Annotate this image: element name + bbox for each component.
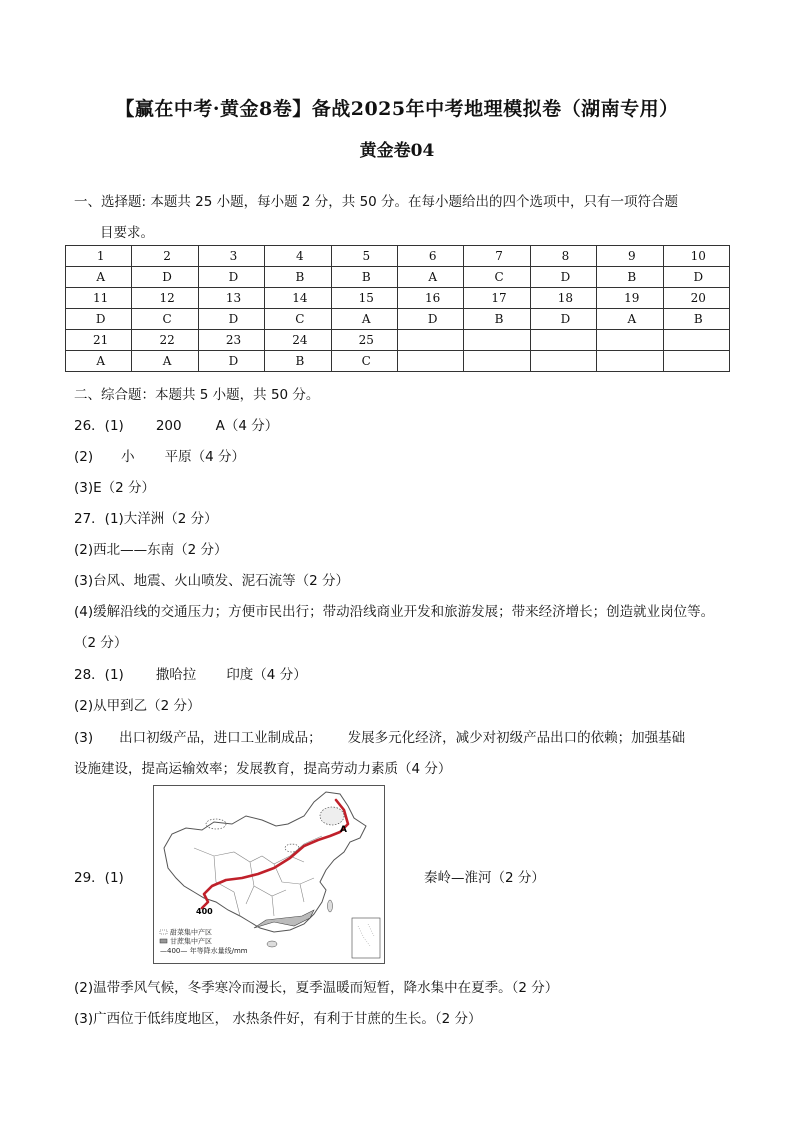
- table-cell: [663, 351, 729, 372]
- q27-part2: (2)西北——东南（2 分）: [74, 542, 228, 558]
- table-row: [66, 246, 730, 267]
- q26-part3: (3)E（2 分）: [74, 480, 156, 496]
- legend-isohyet: —400— 年等降水量线/mm: [160, 947, 248, 955]
- table-cell: D: [198, 309, 264, 330]
- table-cell: 2: [132, 246, 198, 267]
- table-cell: 3: [198, 246, 264, 267]
- table-cell: A: [397, 267, 463, 288]
- table-cell: C: [331, 351, 397, 372]
- table-cell: [597, 351, 663, 372]
- table-cell: 1: [66, 246, 132, 267]
- section2-instruction: 二、综合题：本题共 5 小题，共 50 分。: [74, 387, 320, 403]
- table-cell: B: [663, 309, 729, 330]
- legend-sugarcane: 甘蔗集中产区: [170, 937, 212, 946]
- table-cell: C: [132, 309, 198, 330]
- table-cell: B: [265, 351, 331, 372]
- table-cell: [464, 330, 530, 351]
- q29-1-answer: 秦岭—淮河（2 分）: [424, 870, 545, 886]
- table-cell: 7: [464, 246, 530, 267]
- q26-1-answer-b: A（4 分）: [215, 418, 279, 434]
- q26-2-answer-a: 小: [121, 449, 135, 465]
- table-cell: D: [66, 309, 132, 330]
- legend-beet: 甜菜集中产区: [170, 928, 212, 937]
- table-cell: B: [597, 267, 663, 288]
- south-china-sea-inset: [352, 918, 380, 958]
- map-label-a: A: [340, 825, 347, 835]
- table-cell: [530, 330, 596, 351]
- table-cell: D: [530, 267, 596, 288]
- table-cell: 15: [331, 288, 397, 309]
- table-cell: 8: [530, 246, 596, 267]
- table-cell: A: [331, 309, 397, 330]
- table-cell: [663, 330, 729, 351]
- table-cell: 4: [265, 246, 331, 267]
- q28-1-label: 28．(1): [74, 667, 124, 683]
- q27-part3: (3)台风、地震、火山喷发、泥石流等（2 分）: [74, 573, 350, 589]
- hainan-island: [267, 941, 277, 947]
- q26-1-label: 26．(1): [74, 418, 124, 434]
- q28-part3: [74, 726, 685, 746]
- table-cell: [464, 351, 530, 372]
- table-cell: D: [397, 309, 463, 330]
- table-cell: B: [265, 267, 331, 288]
- taiwan-island: [328, 900, 333, 912]
- china-map-figure: [153, 785, 385, 964]
- q27-part1: 27．(1)大洋洲（2 分）: [74, 511, 218, 527]
- table-cell: [530, 351, 596, 372]
- table-cell: C: [265, 309, 331, 330]
- q26-2-answer-b: 平原（4 分）: [164, 449, 246, 465]
- table-cell: 5: [331, 246, 397, 267]
- table-cell: 6: [397, 246, 463, 267]
- section1-instruction-cont: 目要求。: [100, 225, 154, 241]
- table-cell: D: [132, 267, 198, 288]
- beet-region-2: [320, 807, 344, 825]
- q28-3-answer-b: 发展多元化经济，减少对初级产品出口的依赖；加强基础: [347, 730, 686, 746]
- table-cell: D: [663, 267, 729, 288]
- table-cell: 20: [663, 288, 729, 309]
- q29-1-label: 29．(1): [74, 870, 124, 886]
- beet-region-1: [206, 819, 226, 829]
- table-row: [66, 351, 730, 372]
- sugarcane-region: [254, 910, 314, 928]
- table-cell: 11: [66, 288, 132, 309]
- section1-instruction: 一、选择题: 本题共 25 小题，每小题 2 分，共 50 分。在每小题给出的四个选项中，只有一项符合题: [74, 194, 679, 210]
- q27-part4-cont: （2 分）: [74, 635, 128, 651]
- q28-part1: [74, 663, 307, 683]
- table-cell: [597, 330, 663, 351]
- q28-part3-cont: 设施建设，提高运输效率；发展教育，提高劳动力素质（4 分）: [74, 761, 452, 777]
- table-row: [66, 309, 730, 330]
- table-cell: 16: [397, 288, 463, 309]
- q29-part3: (3)广西位于低纬度地区， 水热条件好，有利于甘蔗的生长。（2 分）: [74, 1011, 482, 1027]
- table-cell: 21: [66, 330, 132, 351]
- table-cell: D: [198, 267, 264, 288]
- table-cell: 22: [132, 330, 198, 351]
- q26-1-answer-a: 200: [155, 418, 182, 434]
- china-map-svg: [154, 786, 384, 963]
- table-cell: 19: [597, 288, 663, 309]
- table-cell: A: [66, 267, 132, 288]
- answer-table: [65, 245, 730, 372]
- q28-3-answer-a: 出口初级产品，进口工业制成品；: [119, 730, 322, 746]
- table-cell: A: [66, 351, 132, 372]
- table-cell: D: [198, 351, 264, 372]
- q28-3-label: (3): [74, 730, 94, 746]
- table-cell: B: [331, 267, 397, 288]
- table-cell: B: [464, 309, 530, 330]
- table-cell: 23: [198, 330, 264, 351]
- table-cell: 13: [198, 288, 264, 309]
- q29-part2: (2)温带季风气候，冬季寒冷而漫长，夏季温暖而短暂，降水集中在夏季。（2 分）: [74, 980, 559, 996]
- table-row: [66, 288, 730, 309]
- table-row: [66, 330, 730, 351]
- page-subtitle: 黄金卷04: [359, 141, 435, 161]
- q28-1-answer-b: 印度（4 分）: [226, 667, 307, 683]
- page-title: 【赢在中考·黄金8卷】备战2025年中考地理模拟卷（湖南专用）: [115, 98, 679, 120]
- table-cell: 9: [597, 246, 663, 267]
- table-cell: A: [597, 309, 663, 330]
- q27-part4: (4)缓解沿线的交通压力；方便市民出行；带动沿线商业开发和旅游发展；带来经济增长；创造就业岗位等。: [74, 604, 715, 620]
- table-cell: [397, 351, 463, 372]
- table-cell: 12: [132, 288, 198, 309]
- table-cell: [397, 330, 463, 351]
- table-cell: 10: [663, 246, 729, 267]
- q26-part2: [74, 445, 245, 465]
- q26-part1: [74, 414, 278, 434]
- table-cell: D: [530, 309, 596, 330]
- table-cell: A: [132, 351, 198, 372]
- table-cell: 17: [464, 288, 530, 309]
- q28-1-answer-a: 撒哈拉: [155, 667, 197, 683]
- q26-2-label: (2): [74, 449, 94, 465]
- table-cell: 24: [265, 330, 331, 351]
- table-cell: C: [464, 267, 530, 288]
- q28-part2: (2)从甲到乙（2 分）: [74, 698, 201, 714]
- table-cell: 14: [265, 288, 331, 309]
- table-cell: 18: [530, 288, 596, 309]
- table-cell: 25: [331, 330, 397, 351]
- table-row: [66, 267, 730, 288]
- map-label-400: 400: [196, 907, 213, 916]
